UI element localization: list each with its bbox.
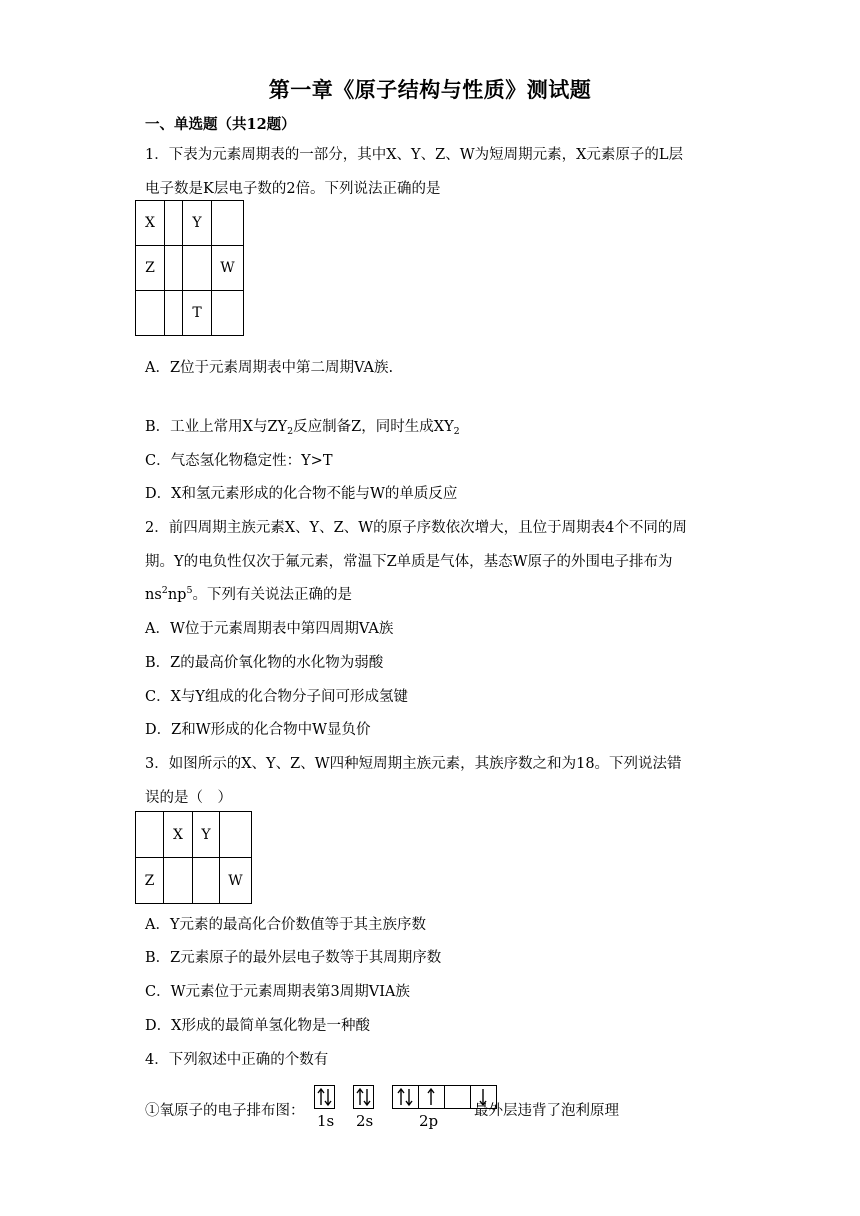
q1-stem-line2: 电子数是K层电子数的2倍。下列说法正确的是 [145, 181, 441, 197]
orbital-label-1s: 1s [317, 1112, 335, 1130]
q2-stem-tail: 。下列有关说法正确的是 [192, 587, 352, 603]
q1-table-cell: W [212, 246, 244, 291]
section-heading: 一、单选题（共12题） [145, 116, 296, 133]
q3-stem-line2: 误的是（ ） [145, 790, 232, 806]
q3-option-b: B．Z元素原子的最外层电子数等于其周期序数 [145, 950, 442, 966]
q2-config-np: np [167, 587, 187, 603]
q2-option-c: C．X与Y组成的化合物分子间可形成氢键 [145, 689, 408, 705]
q2-config-sup2: 5 [186, 585, 193, 596]
q3-table-cell: X [164, 812, 193, 858]
q1-option-b-text2: 反应制备Z，同时生成XY [293, 419, 454, 435]
q1-table-cell: X [136, 201, 165, 246]
orbital-cell-paired [393, 1086, 419, 1108]
q2-config-sup1: 2 [161, 585, 168, 596]
q3-table-cell: W [220, 858, 252, 904]
q3-option-d: D．X形成的最简单氢化物是一种酸 [145, 1018, 370, 1034]
q3-table-row [136, 812, 252, 858]
q1-table-cell [136, 291, 165, 336]
q4-item1-suffix: 最外层违背了泡利原理 [474, 1103, 619, 1119]
orbital-cell-paired [315, 1086, 334, 1108]
orbital-label-2p: 2p [419, 1112, 439, 1130]
q3-option-a: A．Y元素的最高化合价数值等于其主族序数 [145, 917, 427, 933]
orbital-cell-empty [445, 1086, 471, 1108]
q1-table-cell: Y [183, 201, 212, 246]
q3-table-cell [220, 812, 252, 858]
page-title: 第一章《原子结构与性质》测试题 [268, 77, 592, 102]
q2-config-ns: ns [145, 587, 162, 603]
q4-item1-prefix: ①氧原子的电子排布图： [145, 1103, 305, 1119]
q1-table-cell [212, 201, 244, 246]
q3-option-c: C．W元素位于元素周期表第3周期VIA族 [145, 984, 410, 1000]
q4-stem: 4．下列叙述中正确的个数有 [145, 1052, 329, 1068]
q1-option-b-sub2: 2 [453, 426, 460, 437]
orbital-cell-paired [354, 1086, 373, 1108]
q3-table-cell [136, 812, 164, 858]
q2-stem-line3 [145, 583, 352, 604]
q2-option-b: B．Z的最高价氧化物的水化物为弱酸 [145, 655, 384, 671]
q2-stem-line2: 期。Y的电负性仅次于氟元素，常温下Z单质是气体，基态W原子的外围电子排布为 [145, 554, 673, 570]
q1-table-cell [165, 291, 183, 336]
q3-table-cell [164, 858, 193, 904]
orbital-box-2s [353, 1085, 374, 1109]
q1-table-cell [183, 246, 212, 291]
orbital-label-2s: 2s [356, 1112, 374, 1130]
q1-table-cell [165, 246, 183, 291]
q1-option-b-text1: B．工业上常用X与ZY [145, 419, 288, 435]
q3-periodic-table [135, 811, 252, 904]
q1-table-cell: T [183, 291, 212, 336]
q1-option-d: D．X和氢元素形成的化合物不能与W的单质反应 [145, 486, 458, 502]
q2-option-a: A．W位于元素周期表中第四周期VA族 [145, 621, 394, 637]
q1-table-row [136, 291, 244, 336]
orbital-box-1s [314, 1085, 335, 1109]
q1-option-a: A．Z位于元素周期表中第二周期VA族. [145, 360, 394, 376]
q1-table-cell: Z [136, 246, 165, 291]
q3-table-cell: Z [136, 858, 164, 904]
q1-option-b [145, 415, 460, 437]
q1-option-b-sub1: 2 [287, 426, 294, 437]
q1-table-cell [165, 201, 183, 246]
q3-table-row [136, 858, 252, 904]
q3-table-cell: Y [193, 812, 220, 858]
q1-table-cell [212, 291, 244, 336]
q1-table-row [136, 246, 244, 291]
q1-stem-line1: 1．下表为元素周期表的一部分，其中X、Y、Z、W为短周期元素，X元素原子的L层 [145, 147, 684, 163]
q1-periodic-table [135, 200, 244, 336]
q3-table-cell [193, 858, 220, 904]
q1-table-row [136, 201, 244, 246]
orbital-cell-up [419, 1086, 445, 1108]
q3-stem-line1: 3．如图所示的X、Y、Z、W四种短周期主族元素，其族序数之和为18。下列说法错 [145, 756, 682, 772]
q2-option-d: D．Z和W形成的化合物中W显负价 [145, 722, 371, 738]
q2-stem-line1: 2．前四周期主族元素X、Y、Z、W的原子序数依次增大，且位于周期表4个不同的周 [145, 520, 687, 536]
q1-option-c: C．气态氢化物稳定性：Y>T [145, 453, 333, 469]
